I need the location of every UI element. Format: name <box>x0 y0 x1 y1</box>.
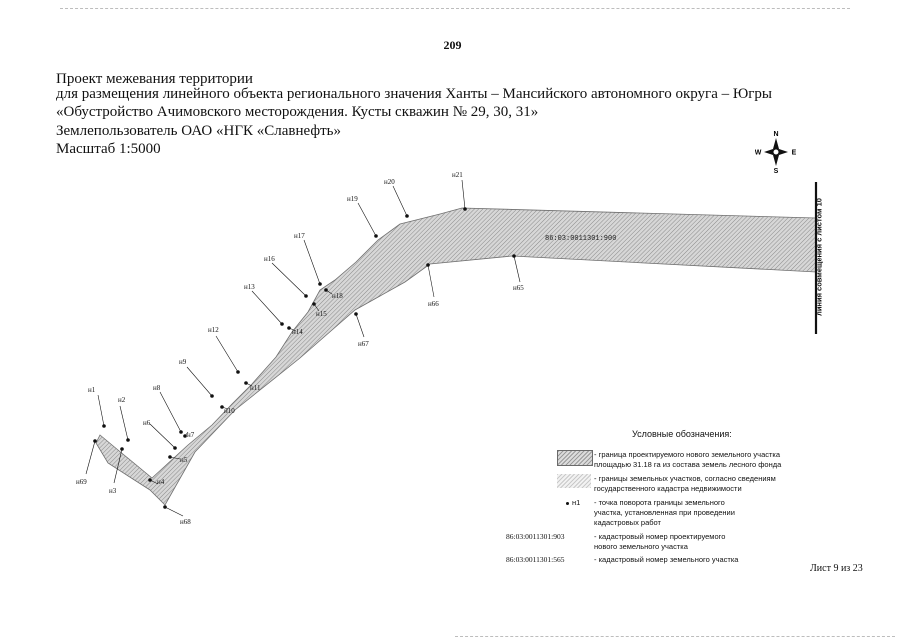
svg-text:н9: н9 <box>179 358 187 366</box>
point-n7 <box>183 431 195 439</box>
point-n68 <box>163 505 191 526</box>
compass-w: W <box>755 149 762 157</box>
svg-text:н11: н11 <box>250 384 261 392</box>
page-number: 209 <box>443 38 462 52</box>
point-n12 <box>208 326 240 374</box>
svg-text:н69: н69 <box>76 478 87 486</box>
svg-text:н13: н13 <box>244 283 255 291</box>
svg-text:н7: н7 <box>187 431 195 439</box>
match-line-label: линия совмещения с листом 10 <box>814 198 824 316</box>
sheet-label: Лист 9 из 23 <box>810 563 863 574</box>
compass-s: S <box>773 168 779 174</box>
legend-item-cadastral-new: - кадастровый номер проектируемого нового земельного участка <box>594 532 726 551</box>
svg-text:н19: н19 <box>347 195 358 203</box>
point-n9 <box>179 358 214 398</box>
svg-text:н14: н14 <box>292 328 303 336</box>
legend-swatch-new-parcel <box>557 450 593 466</box>
compass-e: E <box>791 149 797 157</box>
svg-text:н68: н68 <box>180 518 191 526</box>
point-n69 <box>76 439 97 486</box>
point-n2 <box>118 396 130 442</box>
point-n1 <box>88 386 106 428</box>
legend-item-new-parcel: - граница проектируемого нового земельного участка площадью 31.18 га из состава земель лесного фонда <box>594 450 782 469</box>
svg-text:н20: н20 <box>384 178 395 186</box>
svg-text:н10: н10 <box>224 407 235 415</box>
svg-text:н8: н8 <box>153 384 161 392</box>
svg-text:н4: н4 <box>157 478 165 486</box>
svg-text:н17: н17 <box>294 232 305 240</box>
legend-item-turning-point: - точка поворота границы земельного участка, установленная при проведении кадастровых работ <box>594 498 735 527</box>
point-n65 <box>512 254 524 292</box>
svg-text:н2: н2 <box>118 396 126 404</box>
point-n66 <box>426 263 439 308</box>
land-user-line: Землепользователь ОАО «НГК «Славнефть» <box>56 123 341 139</box>
scale-line: Масштаб 1:5000 <box>56 141 161 157</box>
svg-text:н21: н21 <box>452 171 463 179</box>
legend-code-existing: 86:03:0011301:565 <box>506 555 565 564</box>
legend-item-gkn-parcels: - границы земельных участков, согласно сведениям государственного кадастра недвижимости <box>594 474 776 493</box>
svg-text:н12: н12 <box>208 326 219 334</box>
svg-text:н1: н1 <box>88 386 96 394</box>
point-n13 <box>244 283 284 326</box>
title-line-1: Проект межевания территории <box>56 71 253 87</box>
svg-text:н66: н66 <box>428 300 439 308</box>
svg-text:н16: н16 <box>264 255 275 263</box>
svg-text:н6: н6 <box>143 419 151 427</box>
point-marker-icon <box>566 502 569 505</box>
point-n19 <box>347 195 378 238</box>
title-line-3: «Обустройство Ачимовского месторождения. Кусты скважин № 29, 30, 31» <box>56 104 539 120</box>
svg-text:н15: н15 <box>316 310 327 318</box>
legend-item-cadastral-existing: - кадастровый номер земельного участка <box>594 555 739 564</box>
svg-text:н67: н67 <box>358 340 369 348</box>
point-n20 <box>384 178 409 218</box>
svg-text:н65: н65 <box>513 284 524 292</box>
legend-marker-point: н1 <box>566 498 580 508</box>
legend-code-new: 86:03:0011301:903 <box>506 532 565 541</box>
svg-text:н5: н5 <box>180 456 188 464</box>
point-n6 <box>143 419 177 450</box>
legend-title: Условные обозначения: <box>632 429 732 439</box>
point-n8 <box>153 384 183 434</box>
svg-text:н3: н3 <box>109 487 117 495</box>
title-line-2: для размещения линейного объекта регионального значения Ханты – Мансийского автономного округа – Югры <box>56 86 773 102</box>
svg-text:н18: н18 <box>332 292 343 300</box>
point-n17 <box>294 232 322 286</box>
compass-n: N <box>773 131 779 138</box>
point-n21 <box>452 171 467 211</box>
point-n16 <box>264 255 308 298</box>
parcel-cadastral-number: 86:03:0011301:900 <box>545 235 617 243</box>
point-n14 <box>287 326 303 336</box>
legend-swatch-gkn-parcels <box>557 474 591 488</box>
point-n67 <box>354 312 369 348</box>
